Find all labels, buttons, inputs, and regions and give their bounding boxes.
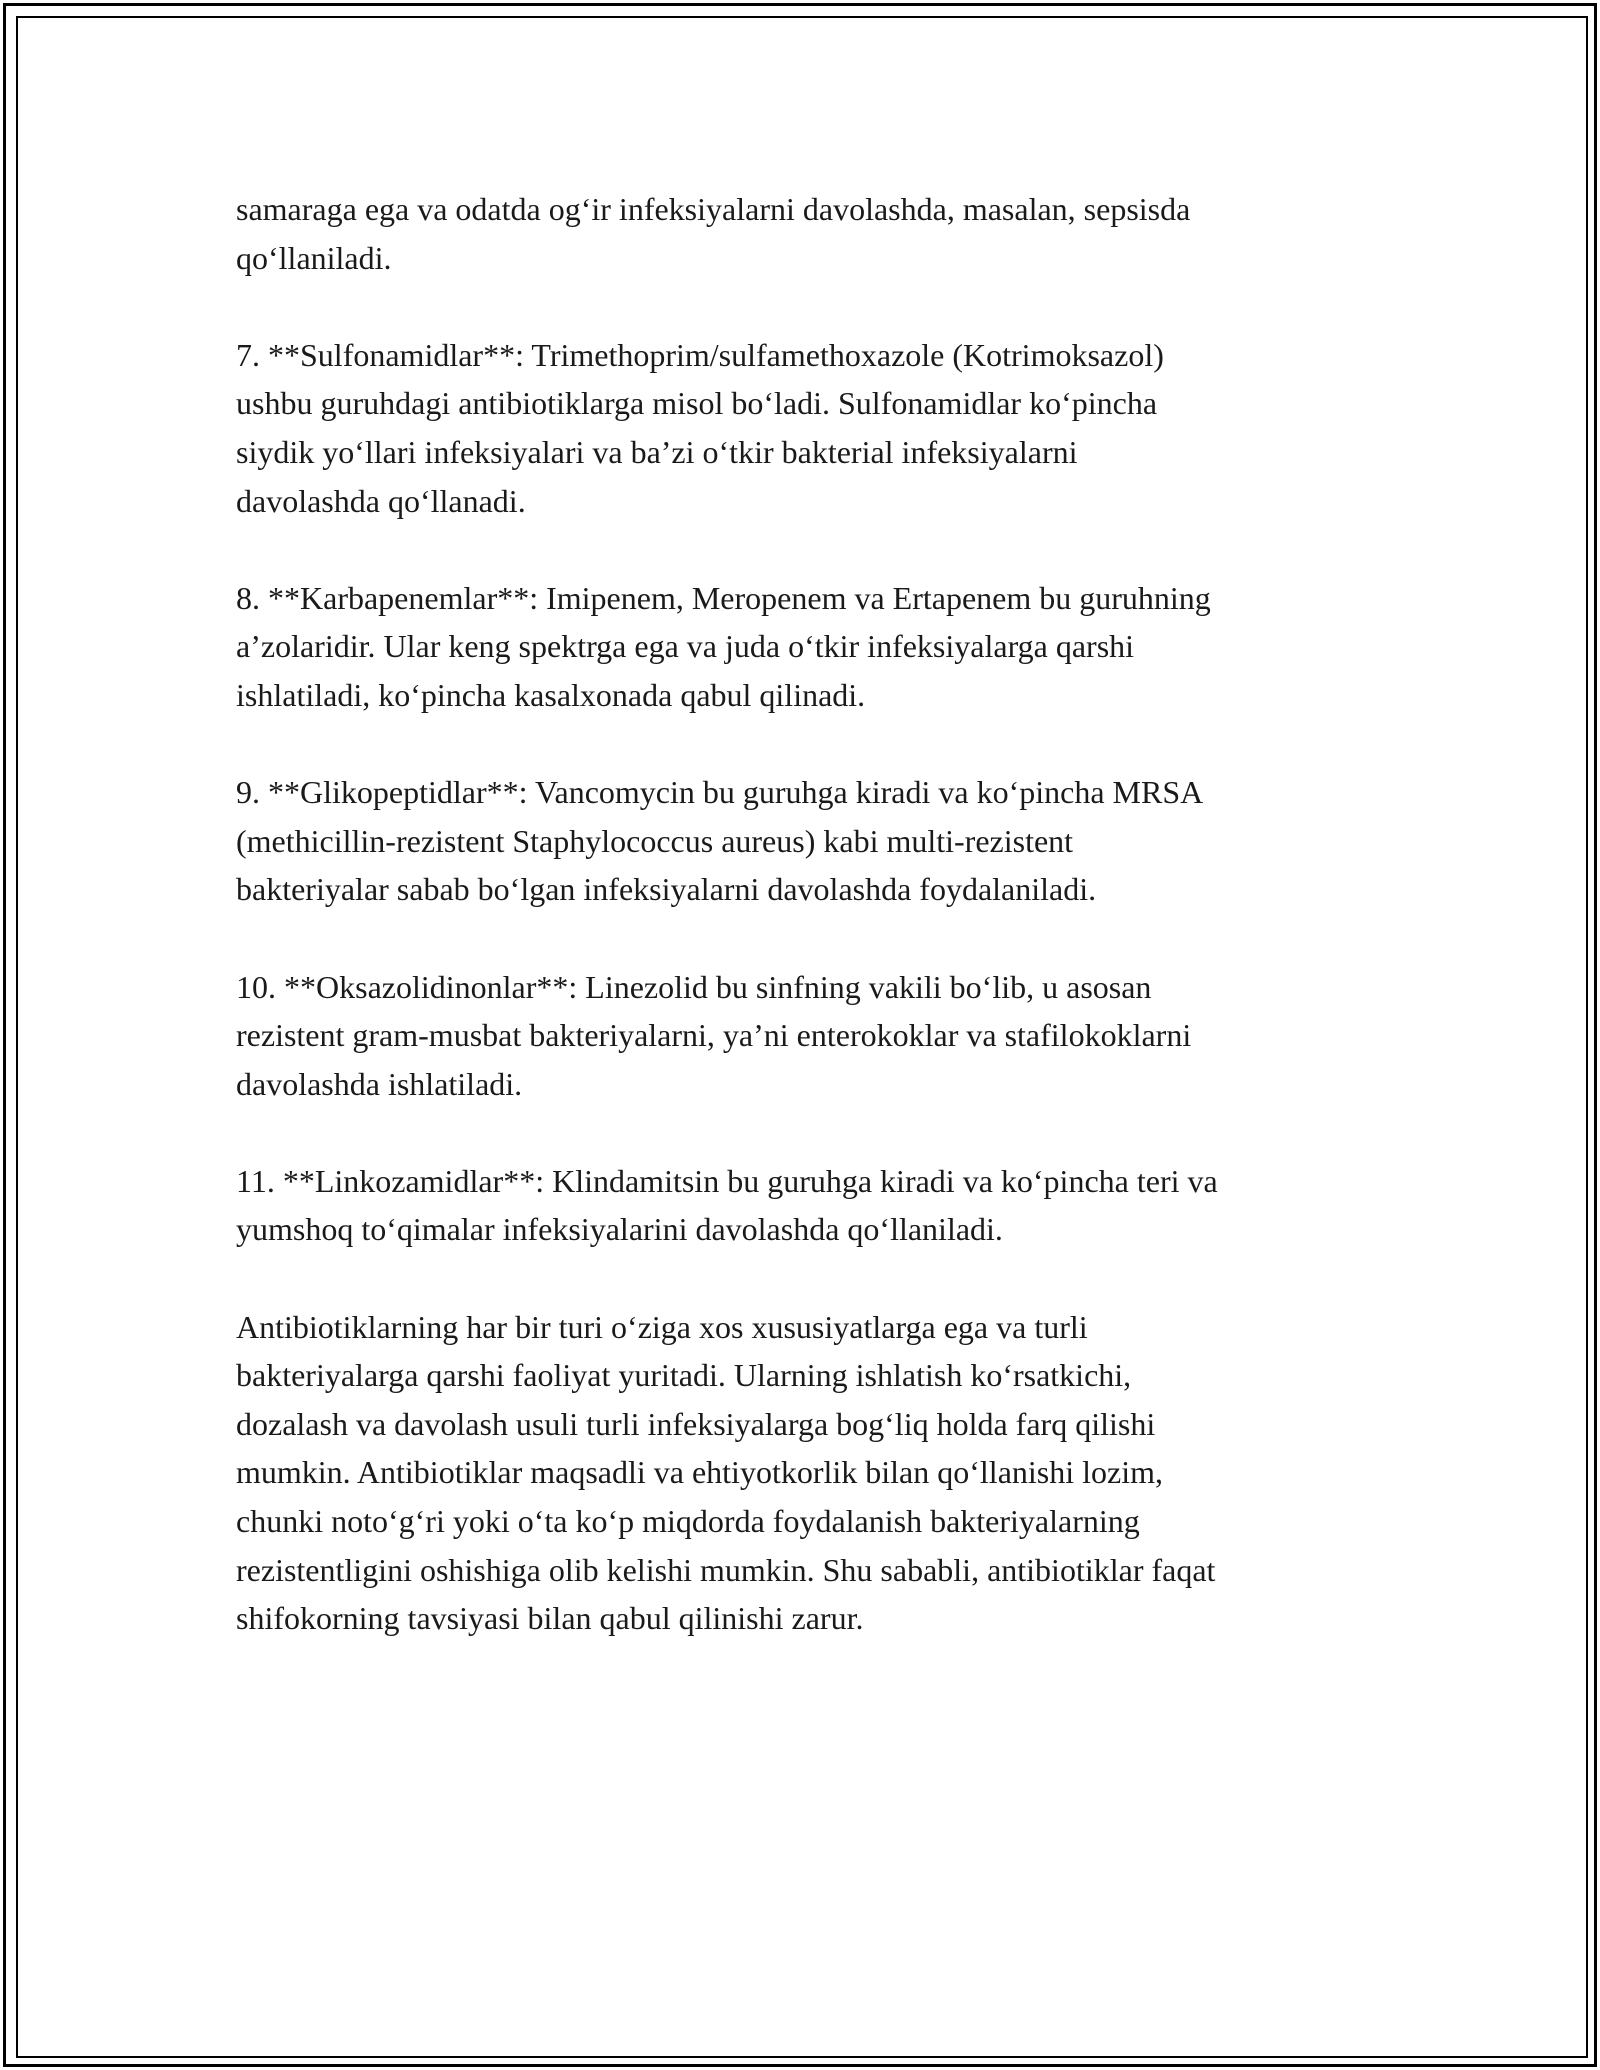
paragraph-linkozamidlar: 11. **Linkozamidlar**: Klindamitsin bu guruhga kiradi va ko‘pincha teri va yumshoq to‘qimalar infeksiyalarini davolashda qo‘llaniladi. <box>236 1162 1218 1248</box>
paragraph-glikopeptidlar: 9. **Glikopeptidlar**: Vancomycin bu guruhga kiradi va ko‘pincha MRSA (methicillin-rezistent Staphylococcus aureus) kabi multi-rezistent bakteriyalar sabab bo‘lgan infeksiyalarni davolashda foydalaniladi. <box>236 774 1204 908</box>
paragraph-sulfonamidlar: 7. **Sulfonamidlar**: Trimethoprim/sulfamethoxazole (Kotrimoksazol) ushbu guruhdagi antibiotiklarga misol bo‘ladi. Sulfonamidlar ko‘pincha siydik yo‘llari infeksiyalari va ba’zi o‘tkir bakterial infeksiyalarni davolashda qo‘llanadi. <box>236 336 1164 519</box>
paragraph-continuation: samaraga ega va odatda og‘ir infeksiyalarni davolashda, masalan, sepsisda qo‘llaniladi. <box>236 191 1191 276</box>
paragraph-oksazolidinonlar: 10. **Oksazolidinonlar**: Linezolid bu sinfning vakili bo‘lib, u asosan rezistent gram-musbat bakteriyalarni, ya’ni enterokoklar va stafilokoklarni davolashda ishlatiladi. <box>236 968 1192 1102</box>
document-body <box>236 185 1376 1691</box>
paragraph-karbapenemlar: 8. **Karbapenemlar**: Imipenem, Meropenem va Ertapenem bu guruhning a’zolaridir. Ular keng spektrga ega va juda o‘tkir infeksiyalarga qarshi ishlatiladi, ko‘pincha kasalxonada qabul qilinadi. <box>236 579 1211 713</box>
paragraph-conclusion: Antibiotiklarning har bir turi o‘ziga xos xususiyatlarga ega va turli bakteriyalarga qarshi faoliyat yuritadi. Ularning ishlatish ko‘rsatkichi, dozalash va davolash usuli turli infeksiyalarga bog‘liq holda farq qilishi mumkin. Antibiotiklar maqsadli va ehtiyotkorlik bilan qo‘llanishi lozim, chunki noto‘g‘ri yoki o‘ta ko‘p miqdorda foydalanish bakteriyalarning rezistentligini oshishiga olib kelishi mumkin. Shu sababli, antibiotiklar faqat shifokorning tavsiyasi bilan qabul qilinishi zarur. <box>236 1308 1216 1637</box>
